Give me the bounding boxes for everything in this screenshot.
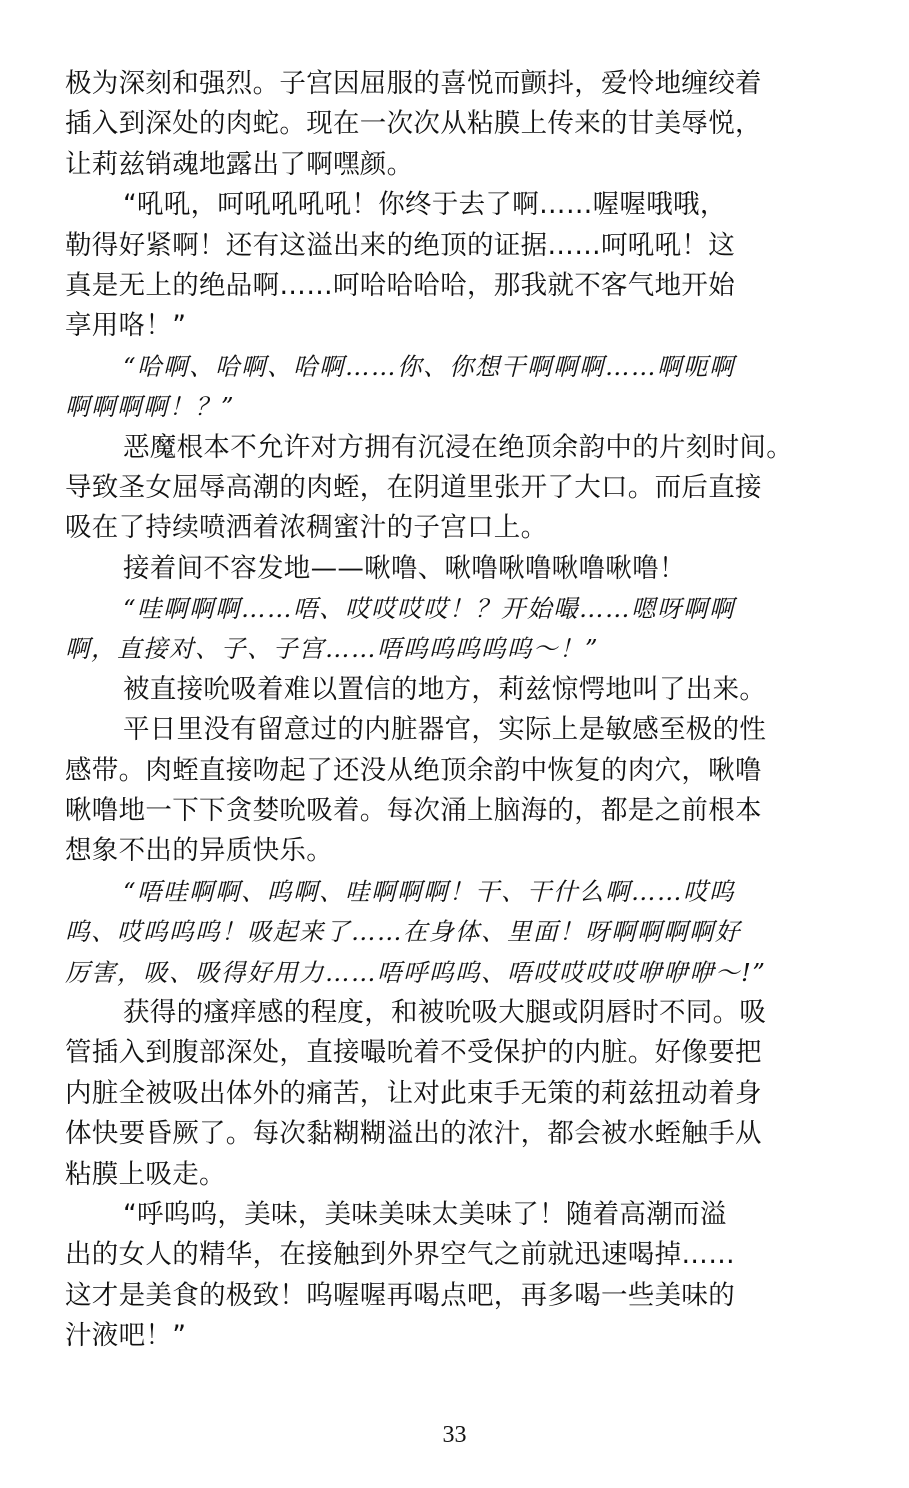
text-line: “哇啊啊啊……唔、哎哎哎哎！？开始嘬……嗯呀啊啊 (123, 594, 736, 624)
text-line: 管插入到腹部深处，直接嘬吮着不受保护的内脏。好像要把 (65, 1037, 762, 1069)
text-line: 插入到深处的肉蛇。现在一次次从粘膜上传来的甘美辱悦， (65, 108, 762, 140)
text-line: 想象不出的异质快乐。 (65, 835, 333, 867)
page-number: 33 (442, 1422, 467, 1448)
text-line: 勒得好紧啊！还有这溢出来的绝顶的证据……呵吼吼！这 (65, 229, 735, 261)
page-body (65, 64, 865, 1357)
text-line: 体快要昏厥了。每次黏糊糊溢出的浓汁，都会被水蛭触手从 (65, 1118, 762, 1150)
text-line: 吸在了持续喷洒着浓稠蜜汁的子宫口上。 (65, 512, 548, 544)
text-line: 啊啊啊啊！？” (65, 392, 236, 422)
text-line: 让莉兹销魂地露出了啊嘿颜。 (65, 148, 414, 180)
text-line: “呼呜呜，美味，美味美味太美味了！随着高潮而溢 (123, 1198, 727, 1230)
text-line: 啊，直接对、子、子宫……唔呜呜呜呜呜～！” (65, 634, 600, 664)
text-line: 真是无上的绝品啊……呵哈哈哈哈，那我就不客气地开始 (65, 269, 735, 301)
text-line: 被直接吮吸着难以置信的地方，莉兹惊愕地叫了出来。 (123, 673, 767, 705)
text-line: 获得的瘙痒感的程度，和被吮吸大腿或阴唇时不同。吸 (123, 996, 767, 1028)
text-line: 感带。肉蛭直接吻起了还没从绝顶余韵中恢复的肉穴，啾噜 (65, 754, 762, 786)
text-line: 极为深刻和强烈。子宫因屈服的喜悦而颤抖，爱怜地缠绞着 (65, 68, 762, 99)
text-line: 这才是美食的极致！呜喔喔再喝点吧，再多喝一些美味的 (65, 1279, 735, 1311)
text-line: 厉害，吸、吸得好用力……唔呼呜呜、唔哎哎哎哎咿咿咿～!” (65, 957, 767, 987)
text-line: 享用咯！” (65, 310, 187, 342)
text-line: 导致圣女屈辱高潮的肉蛭，在阴道里张开了大口。而后直接 (65, 471, 762, 503)
text-line: “唔哇啊啊、呜啊、哇啊啊啊！干、干什么啊……哎呜 (123, 876, 736, 906)
text-line: “吼吼，呵吼吼吼吼！你终于去了啊……喔喔哦哦， (123, 189, 727, 221)
text-line: 粘膜上吸走。 (65, 1158, 226, 1190)
text-line: 接着间不容发地——啾噜、啾噜啾噜啾噜啾噜！ (123, 552, 686, 584)
text-line: 汁液吧！” (65, 1320, 187, 1352)
text-line: “哈啊、哈啊、哈啊……你、你想干啊啊啊……啊呃啊 (123, 351, 736, 381)
text-line: 平日里没有留意过的内脏器官，实际上是敏感至极的性 (123, 714, 767, 746)
text-line: 出的女人的精华，在接触到外界空气之前就迅速喝掉…… (65, 1239, 735, 1271)
text-line: 内脏全被吸出体外的痛苦，让对此束手无策的莉兹扭动着身 (65, 1077, 762, 1109)
text-line: 呜、哎呜呜呜！吸起来了……在身体、里面！呀啊啊啊啊好 (65, 917, 741, 947)
text-line: 恶魔根本不允许对方拥有沉浸在绝顶余韵中的片刻时间。 (123, 431, 793, 463)
text-line: 啾噜地一下下贪婪吮吸着。每次涌上脑海的，都是之前根本 (65, 795, 762, 827)
